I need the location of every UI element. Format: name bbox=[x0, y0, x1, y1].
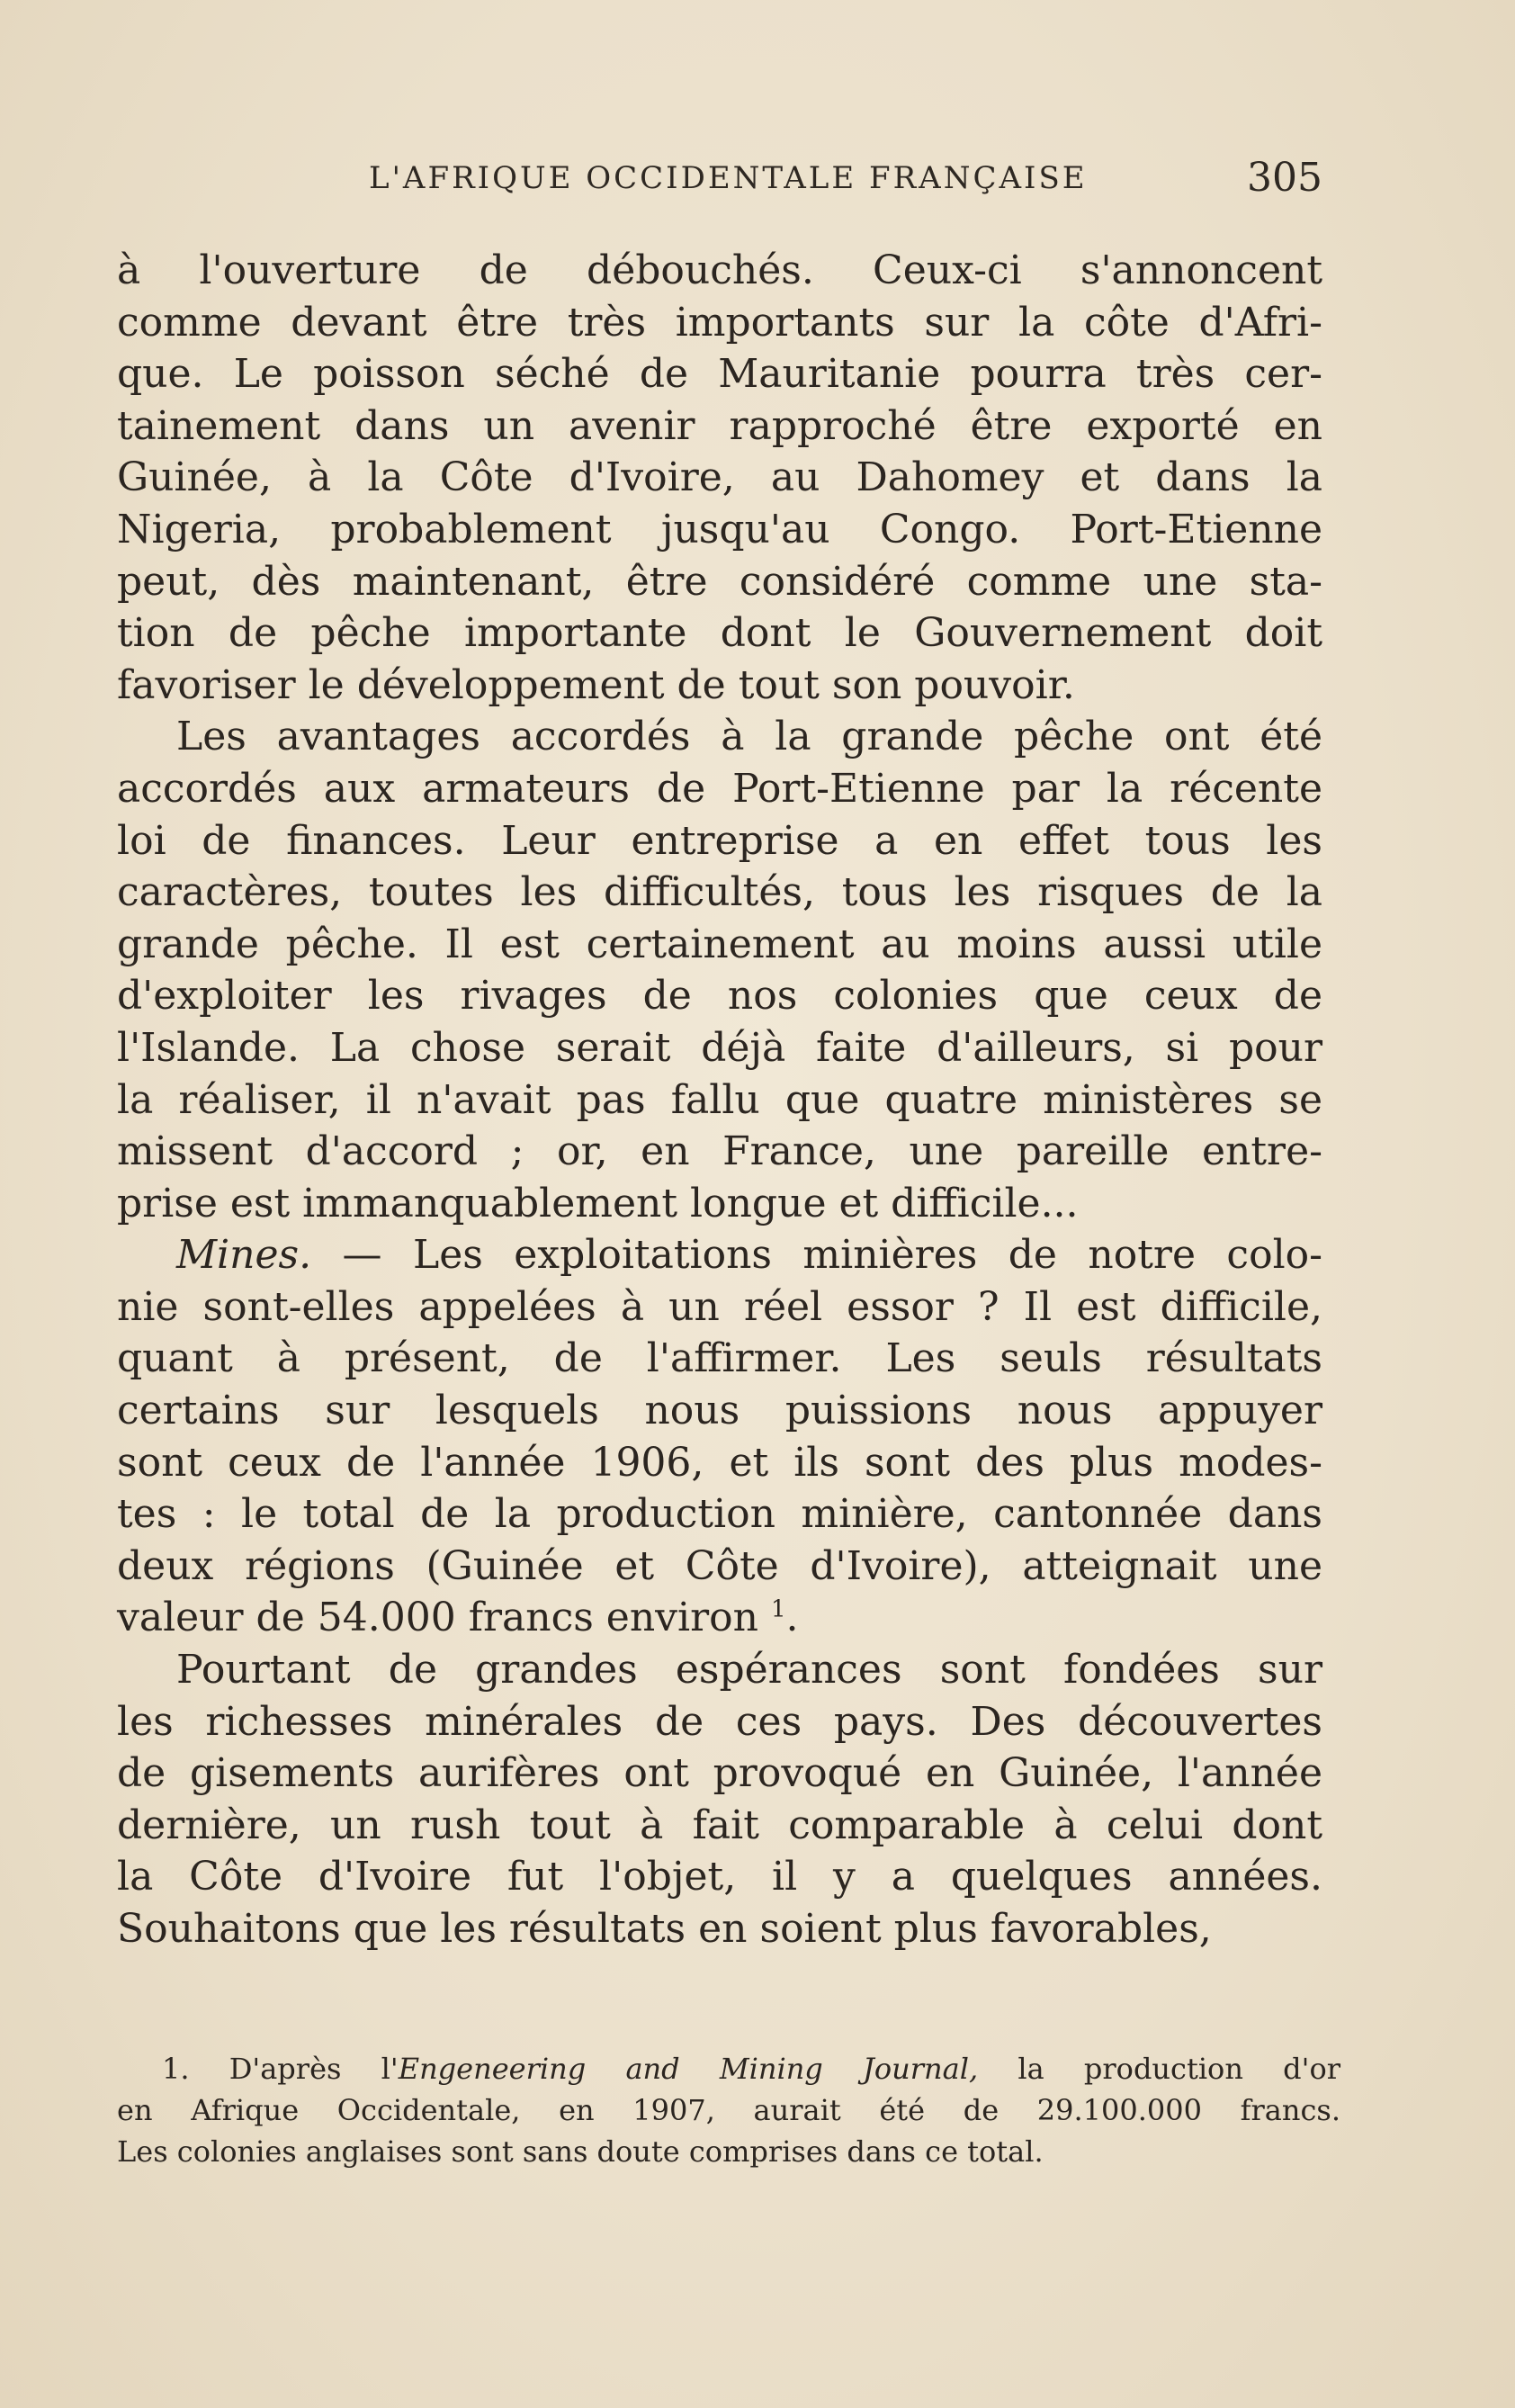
body-text bbox=[117, 245, 1322, 1955]
period: . bbox=[785, 1595, 799, 1641]
text-line: nie sont-elles appelées à un réel essor ? Il est difficile, bbox=[117, 1283, 1322, 1330]
text-line: Guinée, à la Côte d'Ivoire, au Dahomey et dans la bbox=[117, 454, 1322, 501]
text-line: la Côte d'Ivoire fut l'objet, il y a quelques années. bbox=[117, 1854, 1322, 1900]
mines-heading: Mines. bbox=[176, 1232, 312, 1279]
text-line: loi de finances. Leur entreprise a en effet tous les bbox=[117, 817, 1322, 864]
text-line: les richesses minérales de ces pays. Des découvertes bbox=[117, 1698, 1322, 1745]
text-line: l'Islande. La chose serait déjà faite d'ailleurs, si pour bbox=[117, 1024, 1322, 1071]
footnote-line bbox=[117, 2048, 1340, 2089]
text-line: deux régions (Guinée et Côte d'Ivoire), atteignait une bbox=[117, 1542, 1322, 1589]
text-line: Les avantages accordés à la grande pêche ont été bbox=[176, 714, 1322, 760]
text-line: tion de pêche importante dont le Gouvernement doit bbox=[117, 610, 1322, 657]
footnote-reference: 1 bbox=[770, 1595, 786, 1623]
text-line: comme devant être très importants sur la côte d'Afri- bbox=[117, 299, 1322, 346]
page-header bbox=[117, 155, 1322, 209]
footnote-rest: la production d'or bbox=[1017, 2052, 1340, 2086]
text-line: dernière, un rush tout à fait comparable à celui dont bbox=[117, 1802, 1322, 1848]
footnote-ref-line bbox=[117, 1592, 1322, 1644]
text-line: Pourtant de grandes espérances sont fondées sur bbox=[176, 1647, 1322, 1694]
footnote-line: Les colonies anglaises sont sans doute comprises dans ce total. bbox=[117, 2134, 1044, 2169]
running-title: L'AFRIQUE OCCIDENTALE FRANÇAISE bbox=[369, 160, 1088, 196]
text-line: la réaliser, il n'avait pas fallu que quatre ministères se bbox=[117, 1076, 1322, 1123]
page-number: 305 bbox=[1247, 155, 1322, 201]
text-line: prise est immanquablement longue et difficile... bbox=[117, 1180, 1079, 1226]
text-line: sont ceux de l'année 1906, et ils sont des plus modes- bbox=[117, 1439, 1322, 1486]
text-line: valeur de 54.000 francs environ bbox=[117, 1595, 758, 1641]
text-line: Souhaitons que les résultats en soient plus favorables, bbox=[117, 1906, 1212, 1952]
mines-line bbox=[117, 1229, 1322, 1281]
text-line: certains sur lesquels nous puissions nous appuyer bbox=[117, 1388, 1322, 1434]
text-line: que. Le poisson séché de Mauritanie pourra très cer- bbox=[117, 351, 1322, 398]
text-line: de gisements aurifères ont provoqué en Guinée, l'année bbox=[117, 1750, 1322, 1797]
text-line: à l'ouverture de débouchés. Ceux-ci s'annoncent bbox=[117, 247, 1322, 293]
text-line: missent d'accord ; or, en France, une pareille entre- bbox=[117, 1128, 1322, 1175]
text-line: grande pêche. Il est certainement au moins aussi utile bbox=[117, 921, 1322, 967]
text-line: tainement dans un avenir rapproché être exporté en bbox=[117, 402, 1322, 449]
text-line: d'exploiter les rivages de nos colonies que ceux de bbox=[117, 973, 1322, 1020]
text-line: Nigeria, probablement jusqu'au Congo. Port-Etienne bbox=[117, 506, 1322, 553]
text-line: — Les exploitations minières de notre colo- bbox=[342, 1232, 1322, 1279]
footnote-pre: D'après l' bbox=[229, 2052, 399, 2086]
footnote bbox=[117, 2048, 1340, 2172]
journal-title: Engeneering and Mining Journal, bbox=[398, 2052, 979, 2086]
text-line: peut, dès maintenant, être considéré comme une sta- bbox=[117, 558, 1322, 605]
text-line: favoriser le développement de tout son pouvoir. bbox=[117, 661, 1075, 708]
text-line: quant à présent, de l'affirmer. Les seuls résultats bbox=[117, 1335, 1322, 1382]
text-line: caractères, toutes les difficultés, tous les risques de la bbox=[117, 869, 1322, 916]
footnote-marker: 1. bbox=[162, 2052, 190, 2086]
footnote-line: en Afrique Occidentale, en 1907, aurait été de 29.100.000 francs. bbox=[117, 2093, 1340, 2127]
text-line: accordés aux armateurs de Port-Etienne par la récente bbox=[117, 765, 1322, 812]
text-line: tes : le total de la production minière, cantonnée dans bbox=[117, 1491, 1322, 1538]
